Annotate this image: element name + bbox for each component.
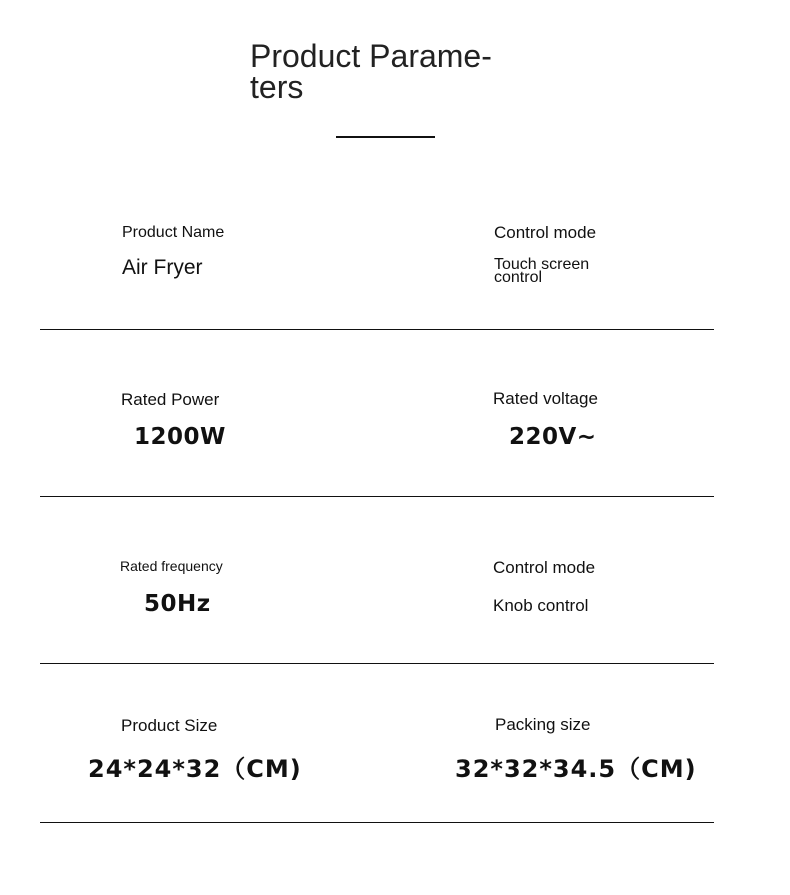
- control-mode-label: Control mode: [494, 223, 597, 242]
- rated-power-value: 1200W: [134, 424, 226, 450]
- row-divider: [40, 329, 714, 330]
- page-title: [250, 38, 510, 105]
- rated-voltage-value: 220V~: [509, 424, 597, 450]
- title-underline: [336, 136, 435, 138]
- control-mode-value: Knob control: [493, 596, 589, 615]
- packing-size-value: 32*32*34.5（CM): [455, 755, 697, 783]
- rated-voltage-label: Rated voltage: [493, 389, 598, 408]
- rated-power-label: Rated Power: [121, 390, 220, 409]
- rated-frequency-value: 50Hz: [144, 591, 211, 617]
- product-size-value: 24*24*32（CM): [88, 755, 302, 783]
- packing-size-label: Packing size: [495, 715, 591, 734]
- row-divider: [40, 496, 714, 497]
- page-title-text: Product Parame-ters: [250, 38, 492, 105]
- row-divider: [40, 822, 714, 823]
- control-mode-label: Control mode: [493, 558, 596, 577]
- row-divider: [40, 663, 714, 664]
- control-mode-value: Touch screen control: [494, 256, 590, 286]
- product-size-label: Product Size: [121, 716, 218, 735]
- rated-frequency-label: Rated frequency: [120, 558, 223, 574]
- product-name-label: Product Name: [122, 224, 225, 241]
- product-name-value: Air Fryer: [122, 256, 203, 279]
